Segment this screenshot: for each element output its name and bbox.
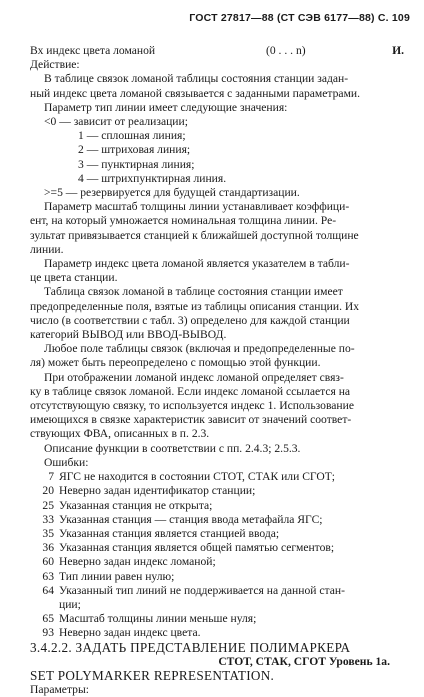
section-states: СТОТ, СТАК, СГОТ Уровень 1а. [218, 654, 390, 668]
value-item: >=5 — резервируется для будущей стандартизации. [44, 186, 300, 200]
line-type-values [30, 115, 404, 200]
section-title: 3.4.2.2. ЗАДАТЬ ПРЕДСТАВЛЕНИЕ ПОЛИМАРКЕРА [30, 639, 351, 655]
paragraph-1: В таблице связок ломаной таблицы состояния станции задан- ный индекс цвета ломаной связывается с заданными параметрами. [30, 72, 361, 100]
errors-list [30, 470, 404, 640]
value-item: 2 — штриховая линия; [78, 143, 191, 157]
input-range: (0 . . . n) [266, 44, 306, 57]
error-item: 60 Неверно задан индекс ломаной; [42, 555, 216, 569]
paragraph-bundle-table: Таблица связок ломаной в таблице состояния станции имеет предопределенные поля, взятые из таблицы описания станции. Их число (в соответствии с табл. 3) определено для каждой станции категорий ВЫВОД или ВВОД-ВЫВОД. [30, 285, 360, 342]
error-item: 64 Указанный тип линий не поддерживается на данной стан- [42, 583, 345, 597]
paragraph-display: При отображении ломаной индекс ломаной определяет связ- ку в таблице связок ломаной. Если индекс ломаной ссылается на отсутствующую связку, то используется индекс 1. Использование имеющихся в связке характеристик зависит от значений соответ- ствующих ФВА, описанных в п. 2.3. [30, 370, 354, 441]
section-english-title: SET POLYMARKER REPRESENTATION. [30, 667, 275, 683]
input-type: И. [392, 44, 404, 57]
page-body [30, 44, 404, 697]
error-item: 93 Неверно задан индекс цвета. [42, 626, 201, 640]
input-parameter-line [30, 44, 404, 58]
line-type-intro: Параметр тип линии имеет следующие значения: [44, 100, 288, 114]
error-item: 20 Неверно задан идентификатор станции; [42, 484, 256, 498]
error-item: 33 Указанная станция — станция ввода метафайла ЯГС; [42, 512, 323, 526]
function-description: Описание функции в соответствии с пп. 2.4.3; 2.5.3. [44, 441, 301, 455]
value-item: 1 — сплошная линия; [78, 129, 186, 143]
error-item: 7 ЯГС не находится в состоянии СТОТ, СТАК или СГОТ; [48, 470, 336, 484]
paragraph-redefine: Любое поле таблицы связок (включая и предопределенные по- ля) может быть переопределено с помощью этой функции. [30, 342, 355, 370]
page-header: ГОСТ 27817—88 (СТ СЭВ 6177—88) С. 109 [189, 12, 410, 24]
value-item: <0 — зависит от реализации; [44, 115, 188, 129]
value-item: 4 — штрихпунктирная линия. [78, 171, 227, 185]
paragraph-color-index: Параметр индекс цвета ломаной является указателем в табли- це цвета станции. [30, 257, 350, 285]
paragraph-scale: Параметр масштаб толщины линии устанавливает коэффици- ент, на который умножается номинальная толщина линии. Ре- зультат привязывается станцией к ближайшей доступной толщине линии. [30, 200, 359, 256]
error-item: 63 Тип линии равен нулю; [42, 569, 175, 583]
error-item: 36 Указанная станция является общей памятью сегментов; [42, 541, 335, 555]
errors-label: Ошибки: [44, 455, 89, 469]
error-item-continuation: ции; [59, 597, 81, 611]
action-label: Действие: [30, 58, 80, 72]
error-item: 25 Указанная станция не открыта; [42, 498, 213, 512]
parameters-label: Параметры: [30, 683, 89, 697]
input-label: Вх индекс цвета ломаной [30, 44, 156, 57]
value-item: 3 — пунктирная линия; [78, 157, 195, 171]
error-item: 65 Масштаб толщины линии меньше нуля; [42, 612, 257, 626]
error-item: 35 Указанная станция является станцией ввода; [42, 526, 280, 540]
